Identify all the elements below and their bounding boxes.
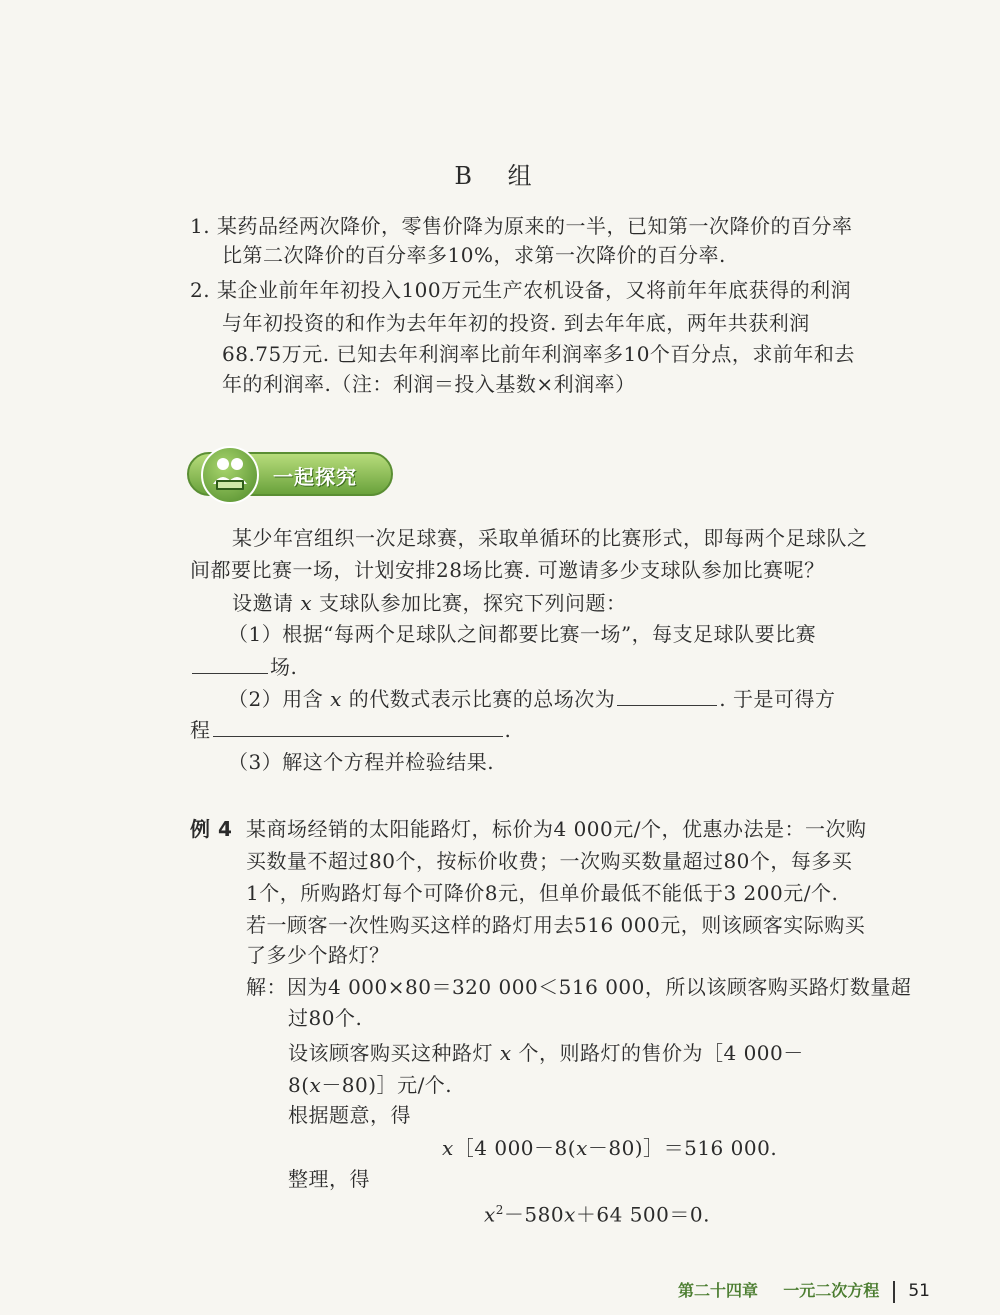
explore-together-badge — [187, 446, 393, 504]
question-1-line-2: 场. — [190, 653, 297, 681]
equation-2: $x^2-580x+64$ 500＝0. — [484, 1202, 710, 1227]
solution-line-1: 解：因为4 000×80＝320 000＜516 000，所以该顾客购买路灯数量超 — [246, 975, 912, 999]
example-line-3: 1个，所购路灯每个可降价8元，但单价最低不能低于3 200元/个. — [246, 881, 839, 905]
answer-blank-2[interactable] — [617, 685, 717, 706]
explore-line-1: 某少年宫组织一次足球赛，采取单循环的比赛形式，即每两个足球队之 — [232, 526, 868, 550]
answer-blank-3[interactable] — [213, 716, 503, 737]
explore-line-2: 间都要比赛一场，计划安排28场比赛. 可邀请多少支球队参加比赛呢？ — [190, 558, 825, 582]
chapter-title: 一元二次方程 — [783, 1281, 880, 1300]
problem-2-line-2: 与年初投资的和作为去年年初的投资. 到去年年底，两年共获利润 — [222, 311, 810, 335]
solution-line-6: 整理，得 — [288, 1167, 370, 1191]
page-number: 51 — [908, 1281, 930, 1301]
example-line-1: 某商场经销的太阳能路灯，标价为4 000元/个，优惠办法是：一次购 — [246, 817, 867, 841]
people-computer-icon — [201, 446, 259, 504]
example-line-5: 了多少个路灯？ — [246, 943, 390, 967]
problem-2-line-4: 年的利润率.（注：利润＝投入基数×利润率） — [222, 372, 636, 396]
solution-line-4: 8(x－80)］元/个. — [288, 1073, 453, 1097]
equation-1: x［4 000－8(x－80)］＝516 000. — [442, 1136, 778, 1160]
footer-divider — [893, 1281, 895, 1303]
solution-line-5: 根据题意，得 — [288, 1103, 411, 1127]
example-line-4: 若一顾客一次性购买这样的路灯用去516 000元，则该顾客实际购买 — [246, 913, 866, 937]
section-heading: B 组 — [454, 162, 546, 190]
example-line-2: 买数量不超过80个，按标价收费；一次购买数量超过80个，每多买 — [246, 849, 853, 873]
problem-2-line-1: 2. 某企业前年年初投入100万元生产农机设备，又将前年年底获得的利润 — [190, 278, 852, 302]
problem-1-line-2: 比第二次降价的百分率多10%，求第一次降价的百分率. — [222, 243, 726, 267]
solution-line-3: 设该顾客购买这种路灯 x 个，则路灯的售价为［4 000－ — [288, 1041, 804, 1065]
problem-2-line-3: 68.75万元. 已知去年利润率比前年利润率多10个百分点，求前年和去 — [222, 342, 855, 366]
question-2-line-1: （2）用含 x 的代数式表示比赛的总场次为 . 于是可得方 — [228, 687, 836, 711]
explore-line-3: 设邀请 x 支球队参加比赛，探究下列问题： — [232, 591, 627, 615]
solution-line-2: 过80个. — [288, 1006, 363, 1030]
question-3: （3）解这个方程并检验结果. — [228, 750, 495, 774]
chapter-label: 第二十四章 — [678, 1281, 759, 1300]
question-2-line-2: 程 . — [190, 718, 512, 742]
question-1-line-1: （1）根据“每两个足球队之间都要比赛一场”，每支足球队要比赛 — [228, 622, 817, 646]
badge-label: 一起探究 — [273, 465, 357, 489]
example-label: 例 4 — [190, 817, 233, 841]
page-footer — [678, 1278, 930, 1303]
problem-1-line-1: 1. 某药品经两次降价，零售价降为原来的一半，已知第一次降价的百分率 — [190, 214, 853, 238]
answer-blank-1[interactable] — [192, 653, 268, 674]
